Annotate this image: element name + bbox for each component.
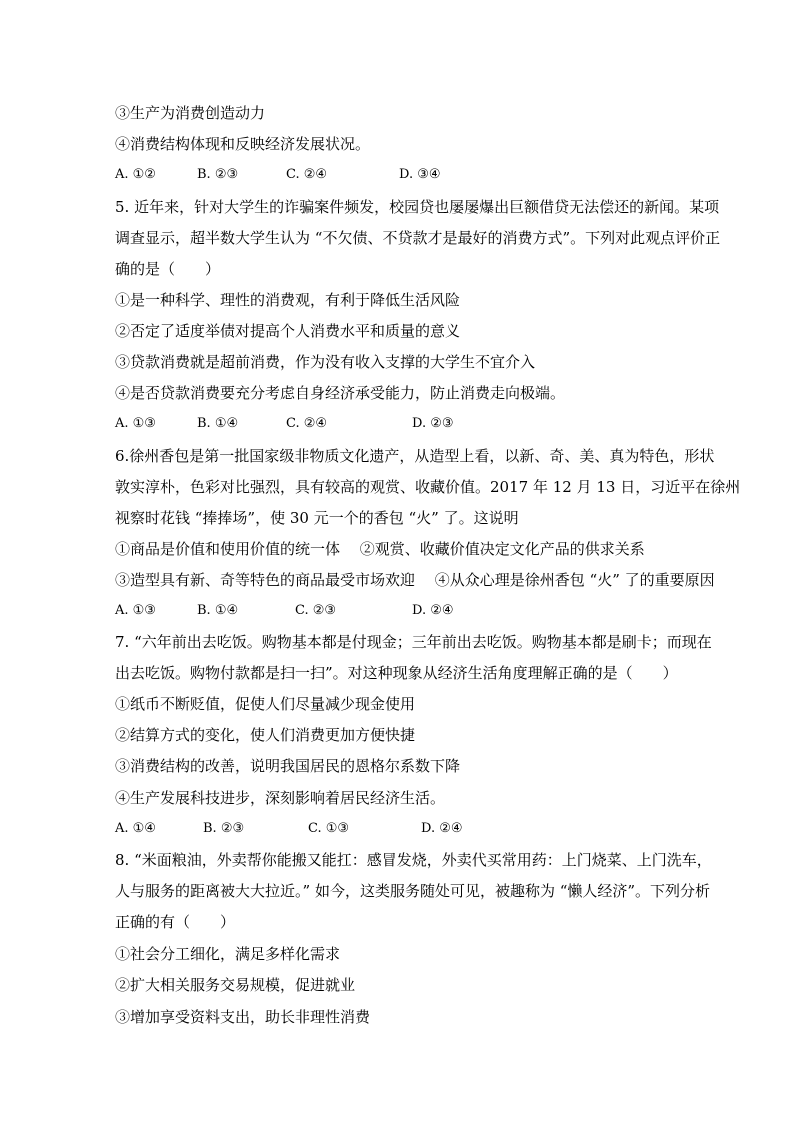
option-statement-2: ②扩大相关服务交易规模，促进就业 bbox=[115, 976, 356, 994]
question-8-text-line-3: 正确的有（ ） bbox=[115, 913, 236, 931]
question-5-text-line-1: 5. 近年来，针对大学生的诈骗案件频发，校园贷也屡屡爆出巨额借贷无法偿还的新闻。某项 bbox=[115, 198, 720, 216]
answer-choice-c: C. ②④ bbox=[286, 416, 328, 431]
option-statement-4: ④生产发展科技进步，深刻影响着居民经济生活。 bbox=[115, 789, 446, 807]
option-statement-3: ③贷款消费就是超前消费，作为没有收入支撑的大学生不宜介入 bbox=[115, 353, 536, 371]
question-7-text-line-2: 出去吃饭。购物付款都是扫一扫”。对这种现象从经济生活角度理解正确的是（ ） bbox=[115, 664, 678, 682]
answer-choice-d: D. ②④ bbox=[412, 603, 454, 618]
question-8-text-line-1: 8. “米面粮油，外卖帮你能搬又能扛：感冒发烧，外卖代买常用药：上门烧菜、上门洗车， bbox=[115, 851, 712, 869]
answer-choice-b: B. ①④ bbox=[197, 603, 239, 618]
option-statement-2: ②否定了适度举债对提高个人消费水平和质量的意义 bbox=[115, 322, 461, 340]
answer-choice-c: C. ②④ bbox=[286, 167, 328, 182]
question-5-text-line-2: 调查显示，超半数大学生认为 “不欠债、不贷款才是最好的消费方式”。下列对此观点评价正 bbox=[115, 229, 721, 247]
answer-choice-a: A. ①③ bbox=[115, 416, 156, 431]
answer-choice-b: B. ②③ bbox=[197, 167, 239, 182]
answer-choice-c: C. ②③ bbox=[295, 603, 337, 618]
question-6-text-line-1: 6.徐州香包是第一批国家级非物质文化遗产，从造型上看，以新、奇、美、真为特色，形状 bbox=[115, 447, 715, 465]
answer-choice-a: A. ①③ bbox=[115, 603, 156, 618]
answer-choice-c: C. ①③ bbox=[308, 821, 350, 836]
answer-choice-b: B. ①④ bbox=[197, 416, 239, 431]
option-statements-3-4: ③造型具有新、奇等特色的商品最受市场欢迎 ④从众心理是徐州香包 “火” 了的重要原因 bbox=[115, 571, 715, 589]
answer-choice-d: D. ②③ bbox=[412, 416, 454, 431]
option-statement-1: ①社会分工细化，满足多样化需求 bbox=[115, 945, 341, 963]
option-statement-1: ①是一种科学、理性的消费观，有利于降低生活风险 bbox=[115, 291, 461, 309]
answer-choice-a: A. ①④ bbox=[115, 821, 156, 836]
question-8-text-line-2: 人与服务的距离被大大拉近。” 如今，这类服务随处可见，被趣称为 “懒人经济”。下列分析 bbox=[115, 882, 711, 900]
option-statement-3: ③增加享受资料支出，助长非理性消费 bbox=[115, 1008, 371, 1026]
option-statement-4: ④是否贷款消费要充分考虑自身经济承受能力，防止消费走向极端。 bbox=[115, 384, 566, 402]
option-statement-1: ①纸币不断贬值，促使人们尽量减少现金使用 bbox=[115, 695, 416, 713]
question-6-text-line-3: 视察时花钱 “捧捧场”，使 30 元一个的香包 “火” 了。这说明 bbox=[115, 509, 519, 527]
option-statement-3: ③生产为消费创造动力 bbox=[115, 104, 266, 122]
option-statement-4: ④消费结构体现和反映经济发展状况。 bbox=[115, 135, 371, 153]
answer-choice-d: D. ②④ bbox=[421, 821, 463, 836]
option-statement-2: ②结算方式的变化，使人们消费更加方便快捷 bbox=[115, 726, 416, 744]
option-statement-3: ③消费结构的改善，说明我国居民的恩格尔系数下降 bbox=[115, 757, 461, 775]
question-7-text-line-1: 7. “六年前出去吃饭。购物基本都是付现金；三年前出去吃饭。购物基本都是刷卡；而现在 bbox=[115, 633, 712, 651]
option-statements-1-2: ①商品是价值和使用价值的统一体 ②观赏、收藏价值决定文化产品的供求关系 bbox=[115, 540, 645, 558]
question-5-text-line-3: 确的是（ ） bbox=[115, 260, 221, 278]
answer-choice-a: A. ①② bbox=[115, 167, 156, 182]
question-6-text-line-2: 敦实淳朴，色彩对比强烈，具有较高的观赏、收藏价值。2017 年 12 月 13 日，习近平在徐州 bbox=[115, 478, 741, 496]
answer-choice-b: B. ②③ bbox=[203, 821, 245, 836]
answer-choice-d: D. ③④ bbox=[399, 167, 441, 182]
